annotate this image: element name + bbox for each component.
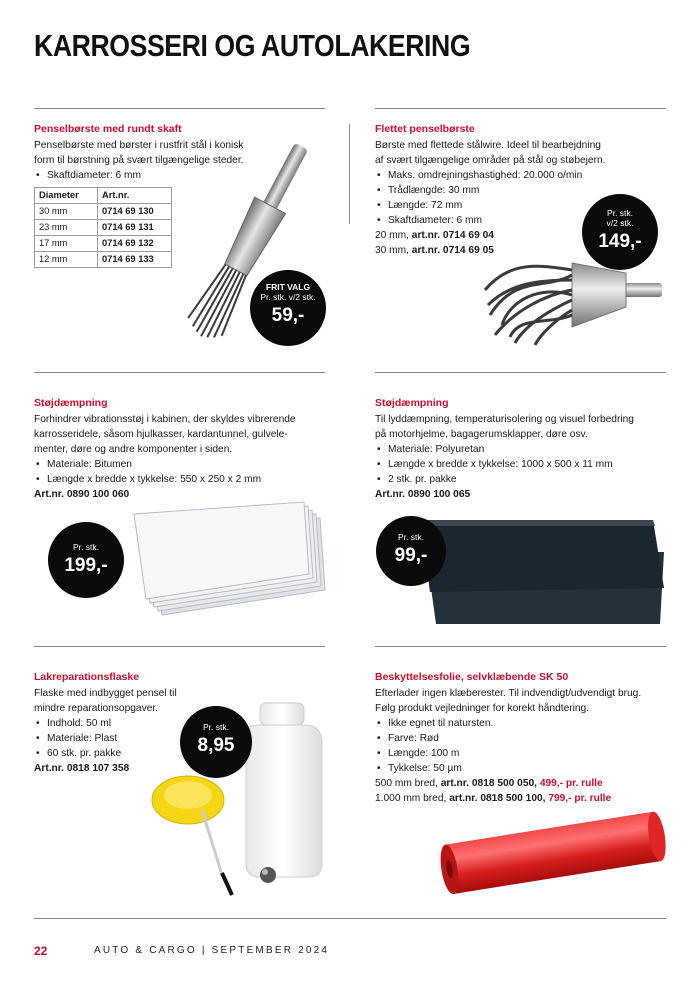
table-cell: 23 mm — [35, 220, 98, 236]
article-line — [375, 776, 675, 791]
twisted-brush-image — [480, 255, 670, 350]
article-number: Art.nr. 0890 100 065 — [375, 489, 471, 500]
price-label: Pr. stk. v/2 stk. — [260, 292, 316, 302]
page-title: KARROSSERI OG AUTOLAKERING — [34, 28, 471, 63]
price-amount: 99,- — [394, 545, 428, 566]
product-description: af svært tilgængelige områder på stål og støbejern. — [375, 155, 606, 166]
price-label: Pr. stk. — [203, 722, 229, 732]
divider — [34, 372, 325, 373]
spec-list — [375, 716, 675, 776]
price-label: Pr. stk. — [398, 532, 424, 542]
divider — [375, 372, 666, 373]
spec-item: • Længde: 100 m — [375, 746, 675, 761]
product-stojdaempning-polyuretan — [375, 396, 675, 502]
spec-item: • Materiale: Bitumen — [34, 457, 334, 472]
product-beskyttelsesfolie — [375, 670, 675, 806]
product-description: Følg produkt vejledninger for korekt håndtering. — [375, 703, 590, 714]
product-title: Flettet penselbørste — [375, 123, 475, 135]
article-number: Art.nr. 0890 100 060 — [34, 489, 130, 500]
size-text: 500 mm bred, — [375, 778, 441, 789]
product-description: på motorhjelme, bagagerumsklapper, døre osv. — [375, 429, 588, 440]
spec-item: • Maks. omdrejningshastighed: 20.000 o/min — [375, 168, 675, 183]
article-number: art.nr. 0714 69 04 — [411, 230, 494, 241]
price-label: FRIT VALG — [265, 282, 311, 292]
price-amount: 199,- — [64, 555, 108, 576]
table-row — [35, 220, 172, 236]
price-badge — [250, 270, 326, 346]
price-badge — [376, 516, 446, 586]
spec-item: • Skaftdiameter: 6 mm — [34, 168, 334, 183]
price-amount: 8,95 — [197, 735, 235, 756]
bitumen-sheets-image — [120, 500, 335, 630]
column-header: Diameter — [35, 188, 98, 204]
price-badge — [48, 522, 124, 598]
table-cell: 0714 69 132 — [98, 236, 172, 252]
product-description: Forhindrer vibrationsstøj i kabinen, der skyldes vibrerende — [34, 414, 296, 425]
divider — [375, 108, 666, 109]
table-row — [35, 252, 172, 268]
product-description: form til børstning på svært tilgængelige steder. — [34, 155, 244, 166]
product-title: Lakreparationsflaske — [34, 671, 140, 683]
table-cell: 0714 69 133 — [98, 252, 172, 268]
divider — [34, 646, 325, 647]
article-number: art.nr. 0818 500 050, — [440, 778, 540, 789]
table-cell: 12 mm — [35, 252, 98, 268]
page-number: 22 — [34, 944, 48, 958]
product-description: Til lyddæmpning, temperaturisolering og visuel forbedring — [375, 414, 634, 425]
size-text: 1.000 mm bred, — [375, 793, 450, 804]
table-row — [35, 204, 172, 220]
article-number: art.nr. 0818 500 100, — [449, 793, 549, 804]
spec-item: • 60 stk. pr. pakke — [34, 746, 334, 761]
size-text: 30 mm, — [375, 245, 412, 256]
product-description: Flaske med indbygget pensel til — [34, 688, 177, 699]
divider — [349, 124, 350, 224]
product-title: Støjdæmpning — [34, 397, 108, 409]
price-label: Pr. stk. — [607, 208, 633, 218]
spec-item: • Tykkelse: 50 µm — [375, 761, 675, 776]
size-text: 20 mm, — [375, 230, 412, 241]
price-text: 499,- pr. rulle — [539, 778, 603, 789]
table-cell: 17 mm — [35, 236, 98, 252]
spec-item: • 2 stk. pr. pakke — [375, 472, 675, 487]
table-cell: 0714 69 131 — [98, 220, 172, 236]
product-title: Beskyttelsesfolie, selvklæbende SK 50 — [375, 671, 569, 683]
spec-list — [375, 442, 675, 487]
price-amount: 149,- — [598, 231, 642, 252]
spec-item: • Materiale: Plast — [34, 731, 334, 746]
price-label: v/2 stk. — [606, 218, 634, 228]
price-amount: 59,- — [271, 305, 305, 326]
table-cell: 0714 69 130 — [98, 204, 172, 220]
table-cell: 30 mm — [35, 204, 98, 220]
price-text: 799,- pr. rulle — [548, 793, 612, 804]
product-description: karrosseridele, såsom hjulkasser, kardantunnel, gulvele- — [34, 429, 288, 440]
divider — [34, 108, 325, 109]
protective-film-roll-image — [436, 800, 668, 905]
article-number: Art.nr. 0818 107 358 — [34, 763, 130, 774]
product-stojdaempning-bitumen — [34, 396, 334, 502]
product-description: mindre reparationsopgaver. — [34, 703, 159, 714]
spec-item: • Indhold: 50 ml — [34, 716, 334, 731]
footer-text: AUTO & CARGO | SEPTEMBER 2024 — [94, 945, 330, 956]
product-description: Penselbørste med børster i rustfrit stål i konisk — [34, 140, 244, 151]
product-description: menter, døre og andre komponenter i siden. — [34, 444, 233, 455]
product-description: Børste med flettede stålwire. Ideel til bearbejdning — [375, 140, 601, 151]
spec-item: • Ikke egnet til natursten. — [375, 716, 675, 731]
spec-item: • Trådlængde: 30 mm — [375, 183, 675, 198]
spec-item: • Materiale: Polyuretan — [375, 442, 675, 457]
spec-list — [34, 457, 334, 487]
spec-item: • Længde x bredde x tykkelse: 1000 x 500 x 11 mm — [375, 457, 675, 472]
table-header-row — [35, 188, 172, 204]
column-header: Art.nr. — [98, 188, 172, 204]
spec-item: • Farve: Rød — [375, 731, 675, 746]
article-number: art.nr. 0714 69 05 — [411, 245, 494, 256]
price-label: Pr. stk. — [73, 542, 99, 552]
price-badge — [180, 706, 252, 778]
spec-item: • Skaftdiameter: 6 mm — [375, 213, 675, 228]
spec-item: • Længde x bredde x tykkelse: 550 x 250 x 2 mm — [34, 472, 334, 487]
product-title: Penselbørste med rundt skaft — [34, 123, 182, 135]
article-table — [34, 187, 172, 268]
footer-divider — [34, 918, 666, 919]
product-description: Efterlader ingen klæberester. Til indvendigt/udvendigt brug. — [375, 688, 642, 699]
divider — [375, 646, 666, 647]
spec-item: • Længde: 72 mm — [375, 198, 675, 213]
polyurethane-mats-image — [418, 512, 670, 627]
product-title: Støjdæmpning — [375, 397, 449, 409]
table-row — [35, 236, 172, 252]
